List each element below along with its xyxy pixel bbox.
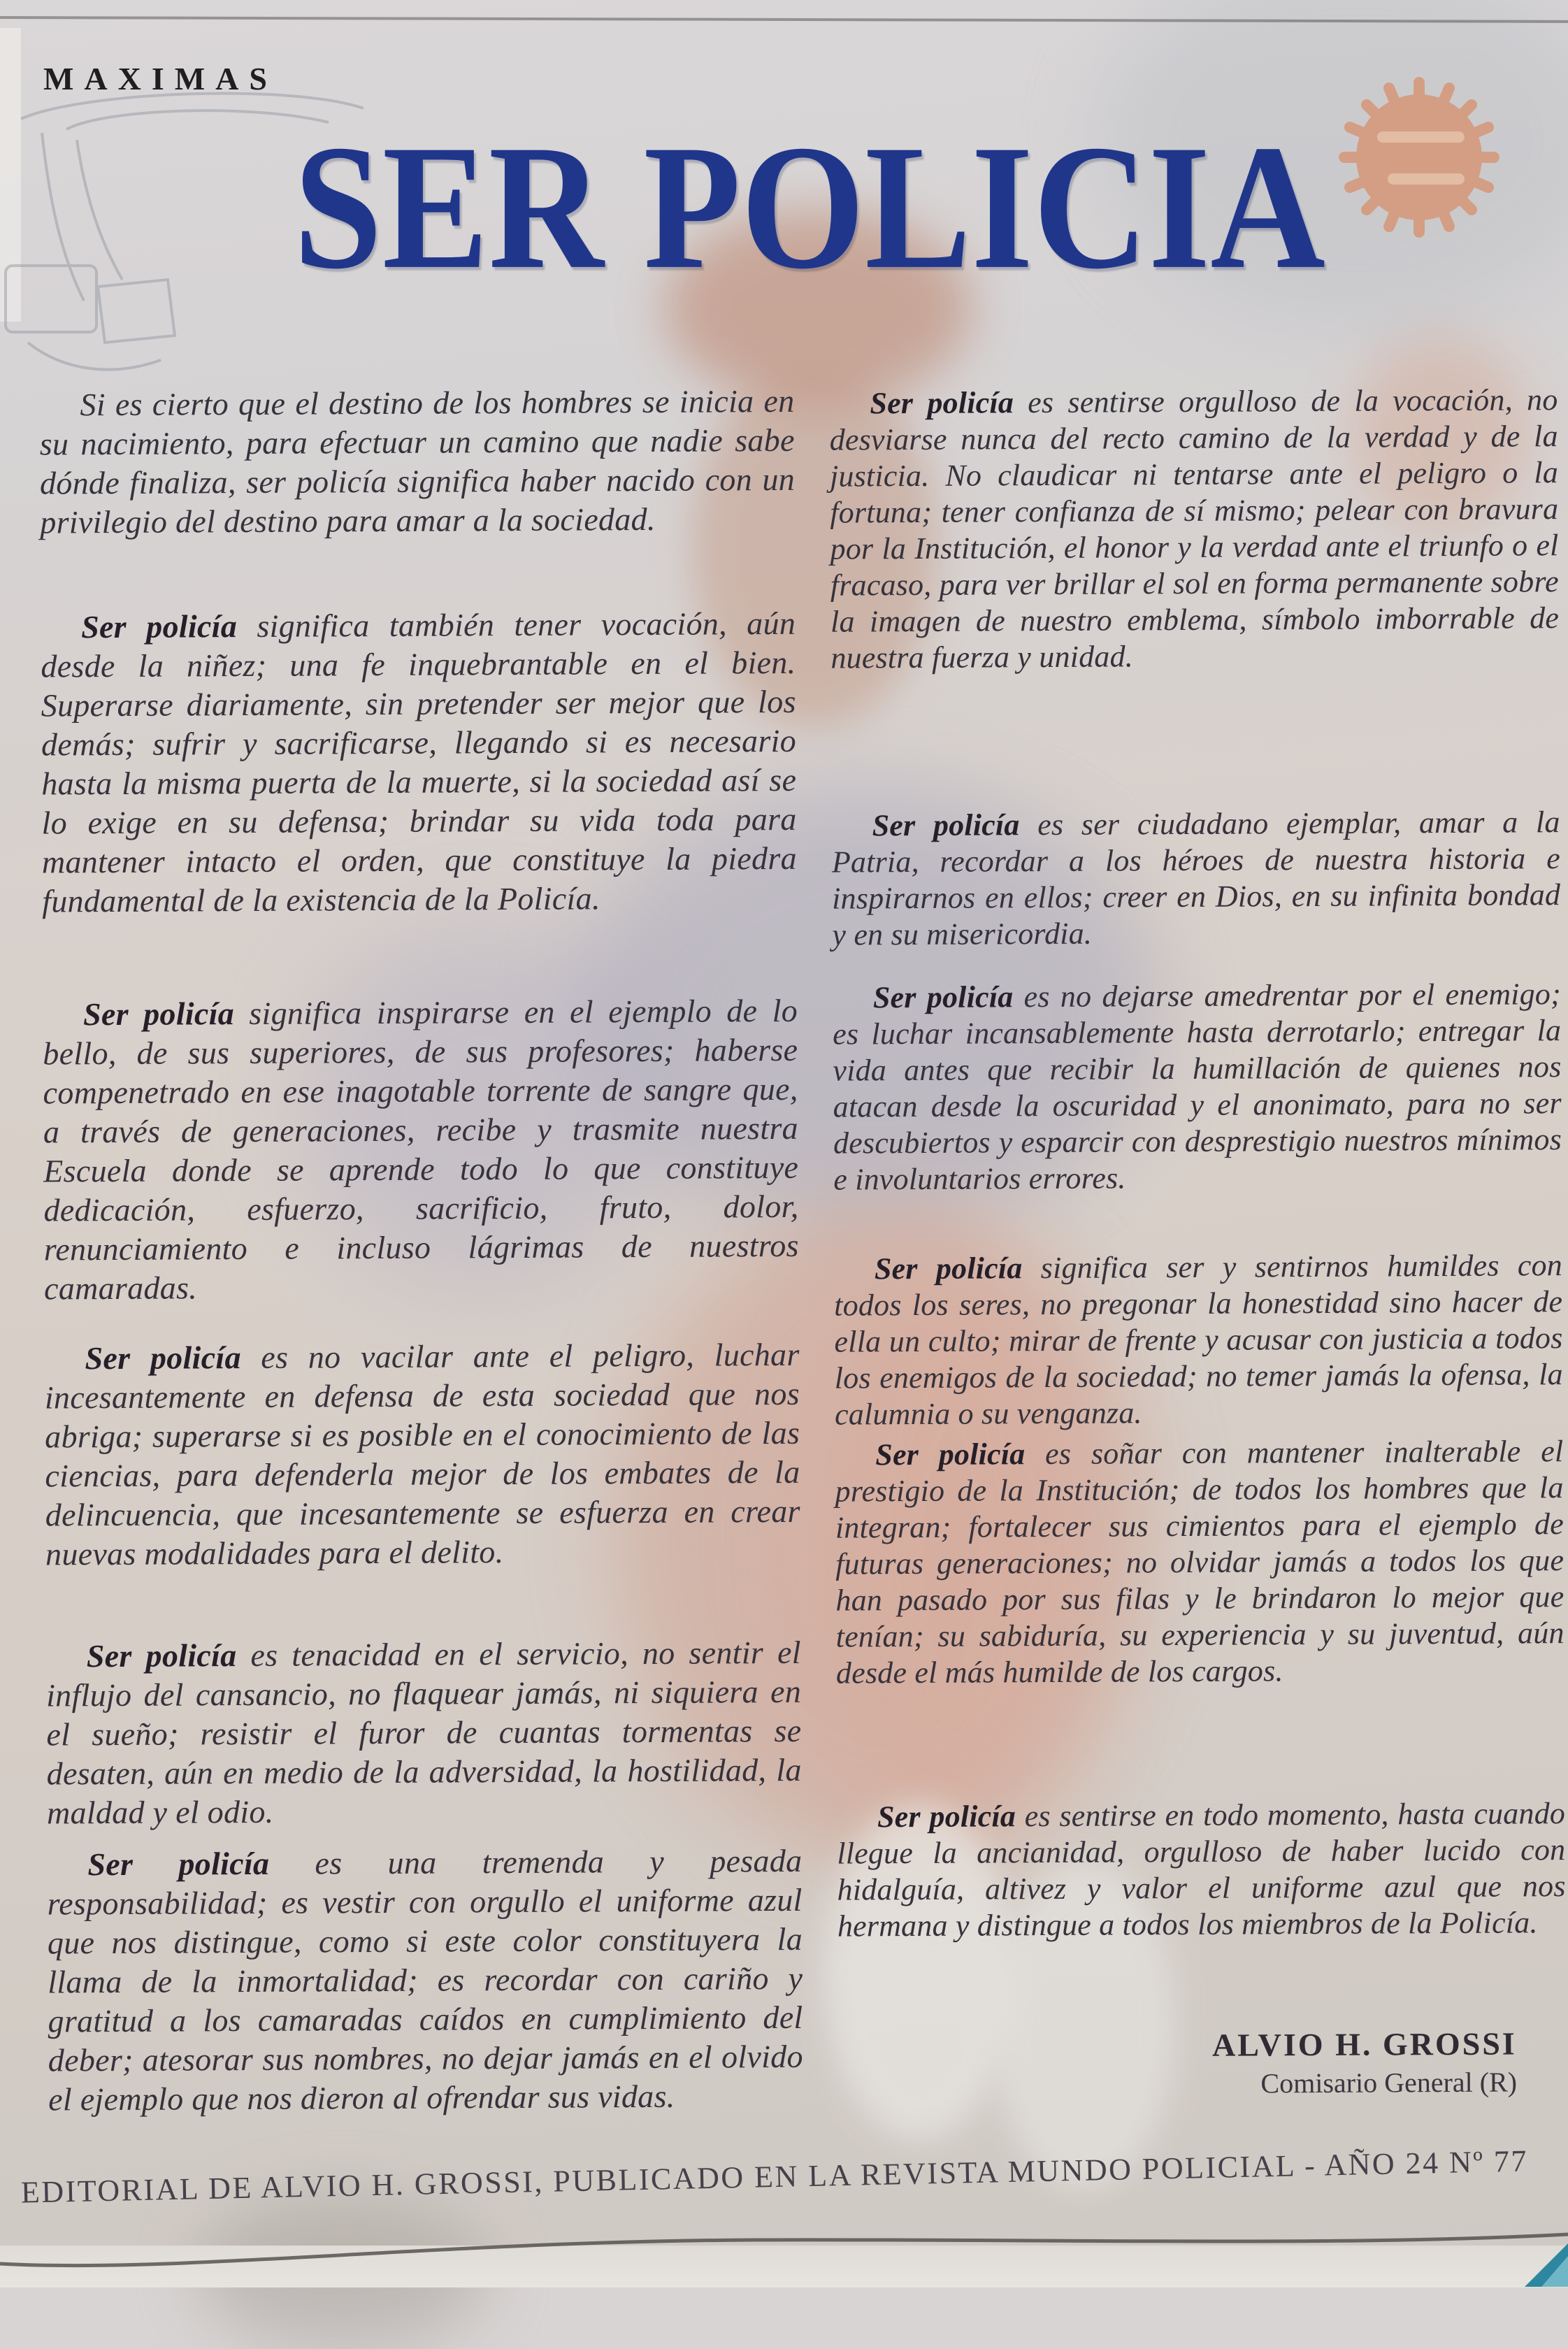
- paragraph-lead: Ser policía: [870, 385, 1014, 420]
- paragraph-lead: Ser policía: [873, 979, 1014, 1014]
- paragraph-lead: Ser policía: [85, 1339, 240, 1376]
- editorial-credit: EDITORIAL DE ALVIO H. GROSSI, PUBLICADO EN LA REVISTA MUNDO POLICIAL - AÑO 24 Nº 77: [20, 2143, 1528, 2210]
- paragraph-lead: Ser policía: [83, 996, 234, 1032]
- paragraph-lead: Ser policía: [81, 608, 237, 645]
- paragraph-left-5: [46, 1633, 802, 1833]
- paragraph-lead: Ser policía: [875, 1437, 1025, 1472]
- paragraph-text: es ser ciudadano ejemplar, amar a la Patria, recordar a los héroes de nuestra historia e inspirarnos en ellos; creer en Dios, en su infinita bondad y en su misericordia.: [832, 805, 1561, 951]
- paragraph-text: es sentirse en todo momento, hasta cuando llegue la ancianidad, orgulloso de haber lucido con hidalguía, altivez y valor el uniforme azul que nos hermana y distingue a todos los miembros de la Policía.: [837, 1796, 1566, 1943]
- paragraph-text: significa también tener vocación, aún desde la niñez; una fe inquebrantable en el bien. Superarse diariamente, sin pretender ser mejor que los demás; sufrir y sacrificarse, llegando si es necesario hasta la misma puerta de la muerte, si la sociedad así se lo exige en su defensa; brindar su vida toda para mantener intacto el orden, que constituye la piedra fundamental de la existencia de la Policía.: [41, 605, 797, 919]
- paragraph-text: Si es cierto que el destino de los hombres se inicia en su nacimiento, para efectuar un camino que nadie sabe dónde finaliza, ser policía significa haber nacido con un privilegio del destino para amar a la sociedad.: [40, 383, 796, 540]
- paragraph-left-2: [41, 604, 797, 921]
- paragraph-lead: Ser policía: [875, 1251, 1023, 1286]
- paragraph-text: es no vacilar ante el peligro, luchar incesantemente en defensa de esta sociedad que nos abriga; superarse si es posible en el conocimiento de las ciencias, para defenderla mejor de los embates de la delincuencia, que incesantemente se esfuerza en crear nuevas modalidades para el delito.: [45, 1337, 800, 1572]
- paragraph-right-6: [837, 1795, 1566, 1944]
- paragraph-left-1: [39, 382, 795, 543]
- section-kicker: MAXIMAS: [43, 60, 278, 97]
- paragraph-right-1: [829, 382, 1559, 676]
- page-title: SER POLICIA: [294, 105, 1325, 310]
- paragraph-left-3: [43, 991, 799, 1309]
- paragraph-lead: Ser policía: [877, 1799, 1016, 1834]
- paragraph-right-3: [833, 976, 1562, 1198]
- author-name: ALVIO H. GROSSI: [1212, 2025, 1517, 2064]
- paragraph-text: significa inspirarse en el ejemplo de lo bello, de sus superiores, de sus profesores; haberse compenetrado en ese inagotable torrente de sangre que, a través de generaciones, recibe y trasmite nuestra Escuela donde se aprende todo lo que constituye dedicación, esfuerzo, sacrificio, fruto, dolor, renunciamiento e incluso lágrimas de nuestros camaradas.: [43, 993, 799, 1307]
- paragraph-text: es una tremenda y pesada responsabilidad; es vestir con orgullo el uniforme azul que nos distingue, como si este color constituyera la llama de la inmortalidad; es recordar con cariño y gratitud a los camaradas caídos en cumplimiento del deber; atesorar sus nombres, no dejar jamás en el olvido el ejemplo que nos dieron al ofrendar sus vidas.: [48, 1843, 803, 2118]
- paragraph-left-4: [44, 1335, 800, 1574]
- paragraph-text: significa ser y sentirnos humildes con todos los seres, no pregonar la honestidad sino hacer de ella un culto; mirar de frente y acusar con justicia a todos los enemigos de la sociedad; no temer jamás la ofensa, la calumnia o su venganza.: [834, 1248, 1563, 1431]
- paragraph-right-4: [834, 1247, 1563, 1432]
- paragraph-right-5: [835, 1433, 1565, 1691]
- paragraph-text: es no dejarse amedrentar por el enemigo; es luchar incansablemente hasta derrotarlo; entregar la vida antes que recibir la humillación de quienes nos atacan desde la oscuridad y el anonimato, para no ser descubiertos y esparcir con desprestigio nuestros mínimos e involuntarios errores.: [833, 977, 1562, 1196]
- paragraph-text: es sentirse orgulloso de la vocación, no desviarse nunca del recto camino de la verdad y de la justicia. No claudicar ni tentarse ante el peligro o la fortuna; tener confianza de sí mismo; pelear con bravura por la Institución, el honor y la verdad ante el triunfo o el fracaso, para ver brillar el sol en forma permanente sobre la imagen de nuestro emblema, símbolo imborrable de nuestra fuerza y unidad.: [830, 382, 1560, 675]
- paragraph-lead: Ser policía: [872, 807, 1019, 842]
- paragraph-text: es tenacidad en el servicio, no sentir el influjo del cansancio, no flaquear jamás, ni siquiera en el sueño; resistir el furor de cuantas tormentas se desaten, aún en medio de la adversidad, la hostilidad, la maldad y el odio.: [46, 1635, 802, 1831]
- paragraph-right-2: [831, 804, 1560, 953]
- paragraph-lead: Ser policía: [87, 1846, 269, 1882]
- paragraph-left-6: [47, 1841, 803, 2120]
- author-role: Comisario General (R): [1260, 2066, 1517, 2100]
- corner-photo-fragment: [1519, 2243, 1568, 2287]
- paragraph-lead: Ser policía: [87, 1637, 237, 1674]
- paragraph-text: es soñar con mantener inalterable el prestigio de la Institución; de todos los hombres que la integran; fortalecer sus cimientos para el ejemplo de futuras generaciones; no olvidar jamás a todos los que han pasado por sus filas y le brindaron lo mejor que tenían; su sabiduría, su experiencia y su juventud, aún desde el más humilde de los cargos.: [835, 1434, 1564, 1690]
